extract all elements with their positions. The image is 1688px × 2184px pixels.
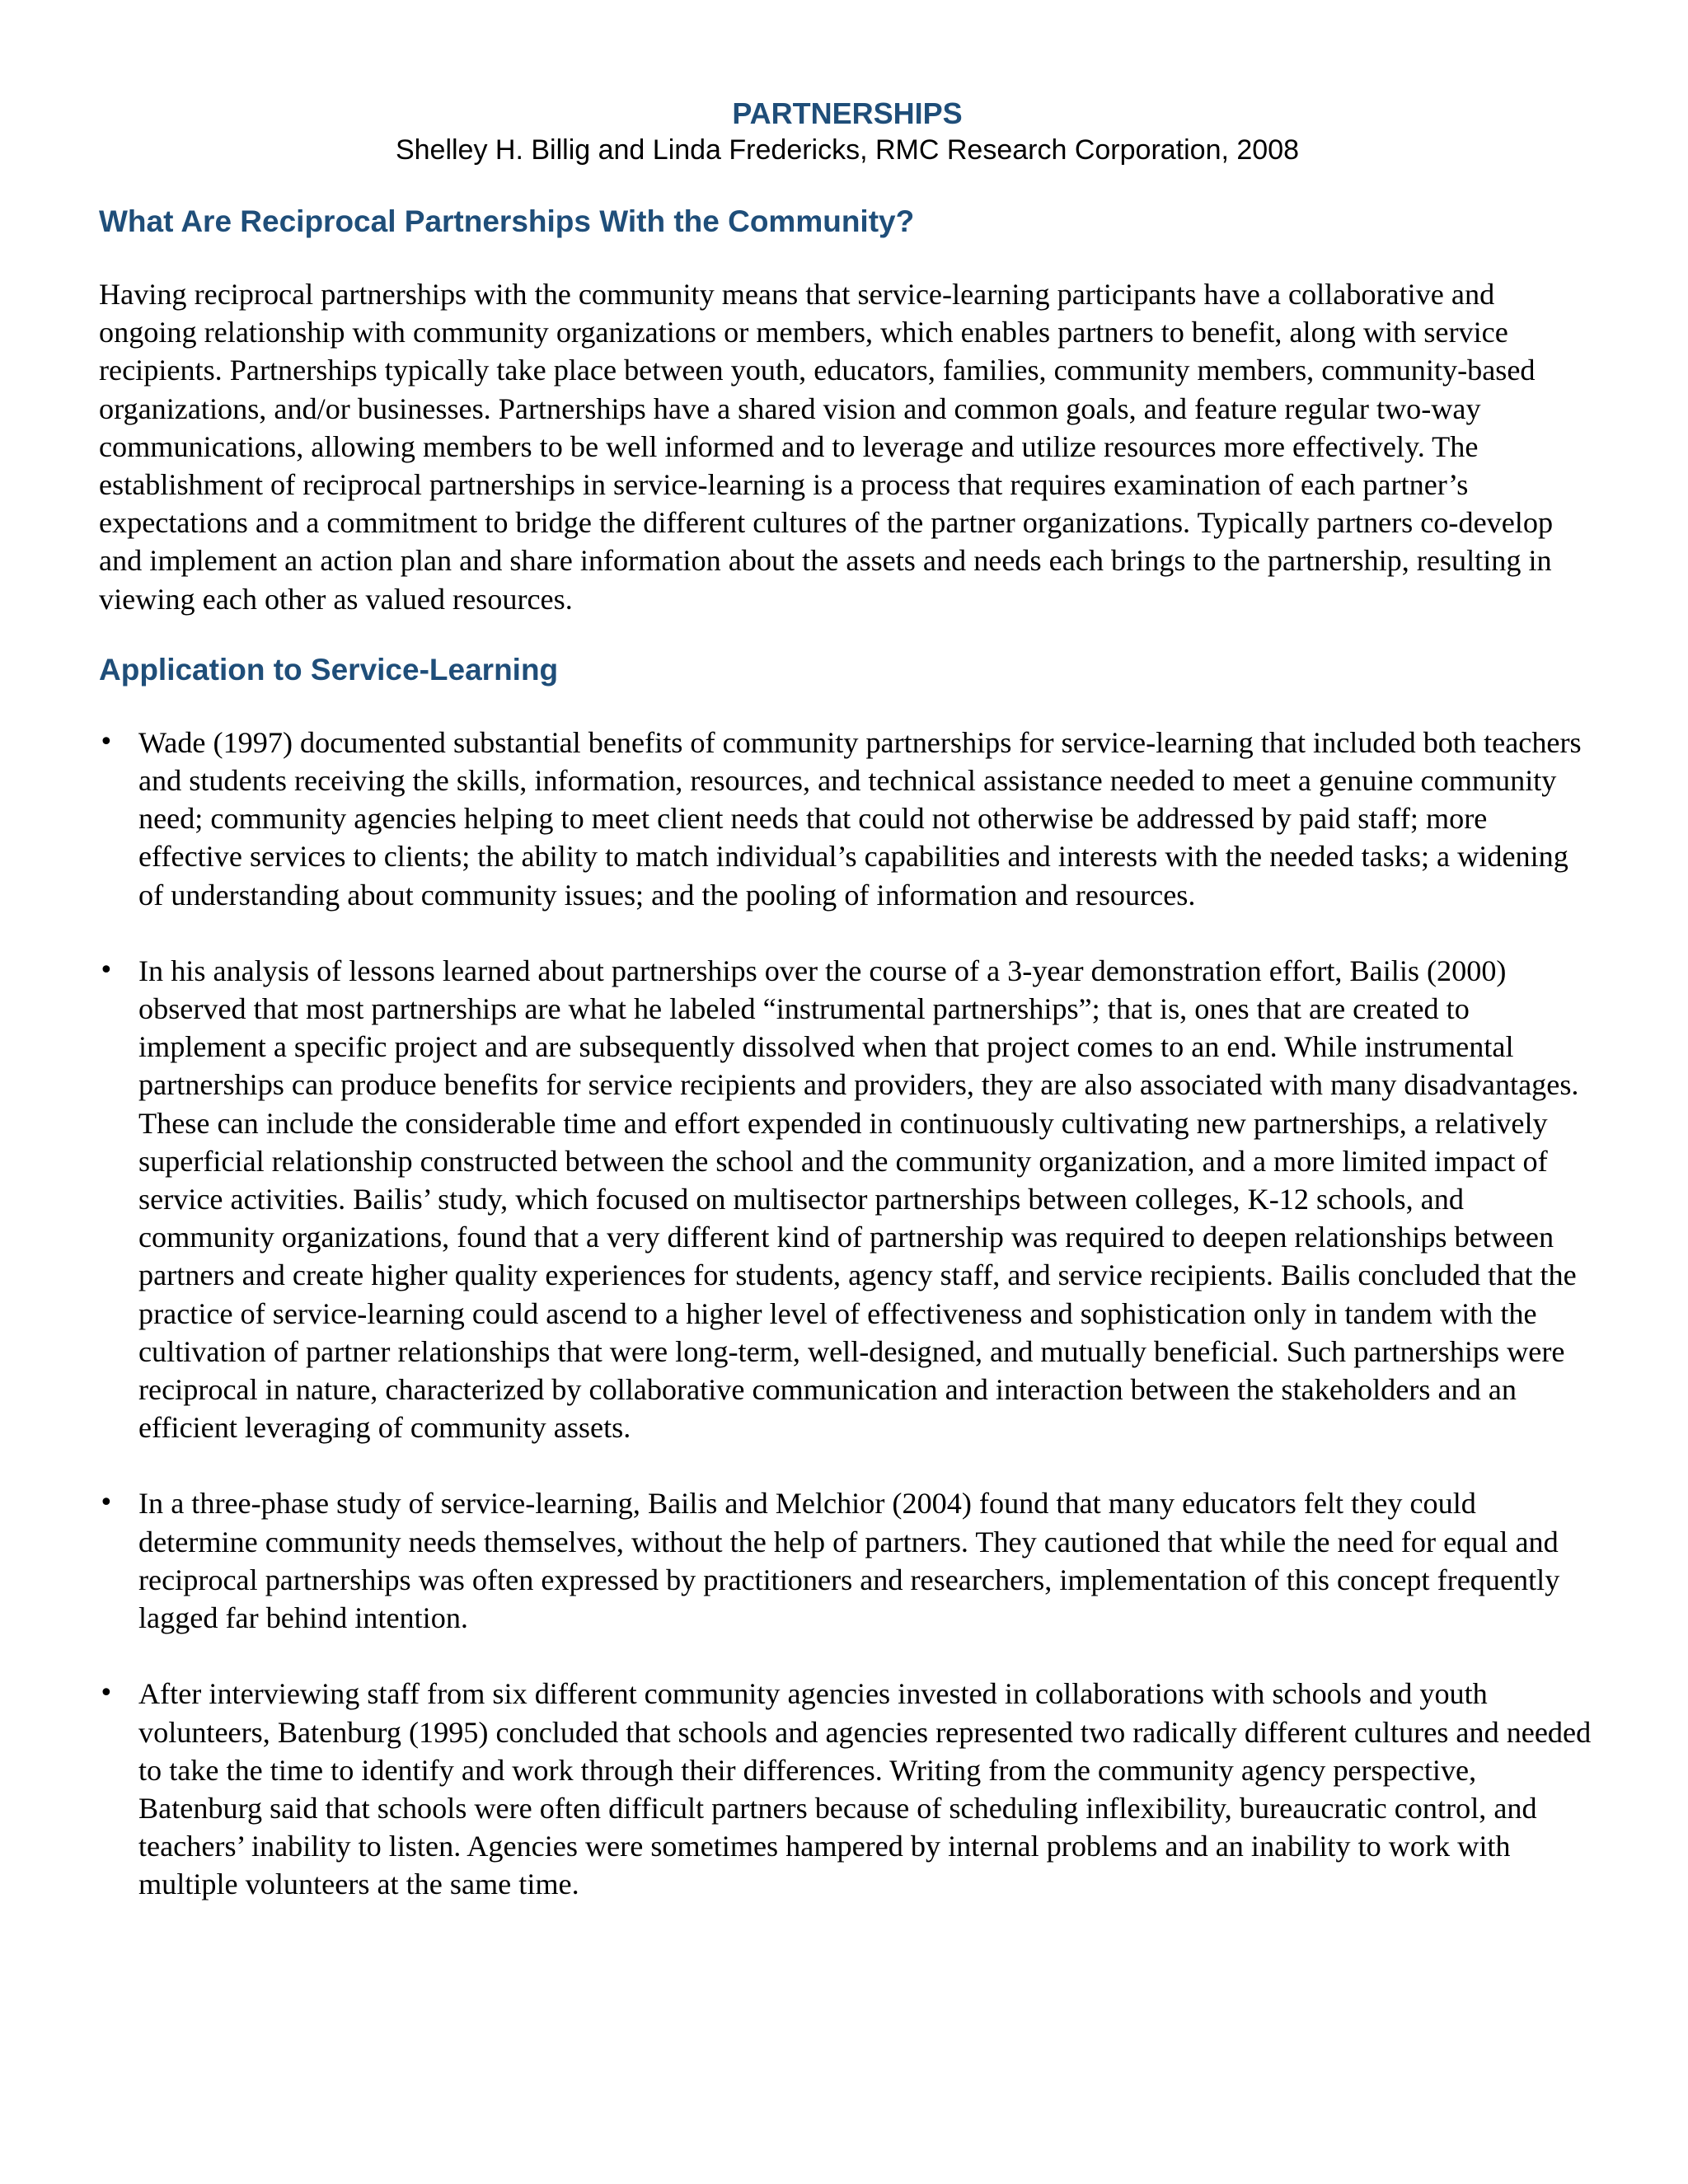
list-item <box>99 724 1596 914</box>
intro-paragraph: Having reciprocal partnerships with the community means that service-learning participants have a collaborative and ongoing relationship with community organizations or members, which enables partners to benefit, along with service recipients. Partnerships typically take place between youth, educators, families, community members, community-based organizations, and/or businesses. Partnerships have a shared vision and common goals, and feature regular two-way communications, allowing members to be well informed and to leverage and utilize resources more effectively. The establishment of reciprocal partnerships in service-learning is a process that requires examination of each partner’s expectations and a commitment to bridge the different cultures of the partner organizations. Typically partners co-develop and implement an action plan and share information about the assets and needs each brings to the partnership, resulting in viewing each other as valued resources. <box>99 278 1554 616</box>
bullet-icon: • <box>99 727 114 757</box>
author-byline: Shelley H. Billig and Linda Fredericks, RMC Research Corporation, 2008 <box>395 134 1300 166</box>
page-title: PARTNERSHIPS <box>732 96 963 130</box>
list-item <box>99 1675 1596 1903</box>
list-item <box>99 952 1596 1447</box>
list-item-text: Wade (1997) documented substantial benefits of community partnerships for service-learning that included both teachers and students receiving the skills, information, resources, and technical assistance needed to meet a genuine community need; community agencies helping to meet client needs that could not otherwise be addressed by paid staff; more effective services to clients; the ability to match individual’s capabilities and interests with the needed tasks; a widening of understanding about community issues; and the pooling of information and resources. <box>138 725 1582 912</box>
list-item <box>99 1484 1596 1637</box>
bullet-icon: • <box>99 1679 114 1708</box>
section-heading-application: Application to Service-Learning <box>99 652 559 687</box>
bullet-icon: • <box>99 1488 114 1518</box>
bullet-icon: • <box>99 955 114 985</box>
list-item-text: In a three-phase study of service-learning, Bailis and Melchior (2004) found that many educators felt they could determine community needs themselves, without the help of partners. They cautioned that while the need for equal and reciprocal partnerships was often expressed by practitioners and researchers, implementation of this concept frequently lagged far behind intention. <box>138 1487 1560 1635</box>
application-bullet-list <box>99 724 1596 1904</box>
list-item-text: In his analysis of lessons learned about partnerships over the course of a 3-year demonstration effort, Bailis (2000) observed that most partnerships are what he labeled “instrumental partnerships”; that is, ones that are created to implement a specific project and are subsequently dissolved when that project comes to an end. While instrumental partnerships can produce benefits for service recipients and providers, they are also associated with many disadvantages. These can include the considerable time and effort expended in continuously cultivating new partnerships, a relatively superficial relationship constructed between the school and the community organization, and a more limited impact of service activities. Bailis’ study, which focused on multisector partnerships between colleges, K-12 schools, and community organizations, found that a very different kind of partnership was required to deepen relationships between partners and create higher quality experiences for students, agency staff, and service recipients. Bailis concluded that the practice of service-learning could ascend to a higher level of effectiveness and sophistication only in tandem with the cultivation of partner relationships that were long-term, well-designed, and mutually beneficial. Such partnerships were reciprocal in nature, characterized by collaborative communication and interaction between the stakeholders and an efficient leveraging of community assets. <box>138 954 1579 1445</box>
section-heading-reciprocal-partnerships: What Are Reciprocal Partnerships With the Community? <box>99 204 915 238</box>
list-item-text: After interviewing staff from six different community agencies invested in collaborations with schools and youth volunteers, Batenburg (1995) concluded that schools and agencies represented two radically different cultures and needed to take the time to identify and work through their differences. Writing from the community agency perspective, Batenburg said that schools were often difficult partners because of scheduling inflexibility, bureaucratic control, and teachers’ inability to listen. Agencies were sometimes hampered by internal problems and an inability to work with multiple volunteers at the same time. <box>138 1677 1592 1901</box>
